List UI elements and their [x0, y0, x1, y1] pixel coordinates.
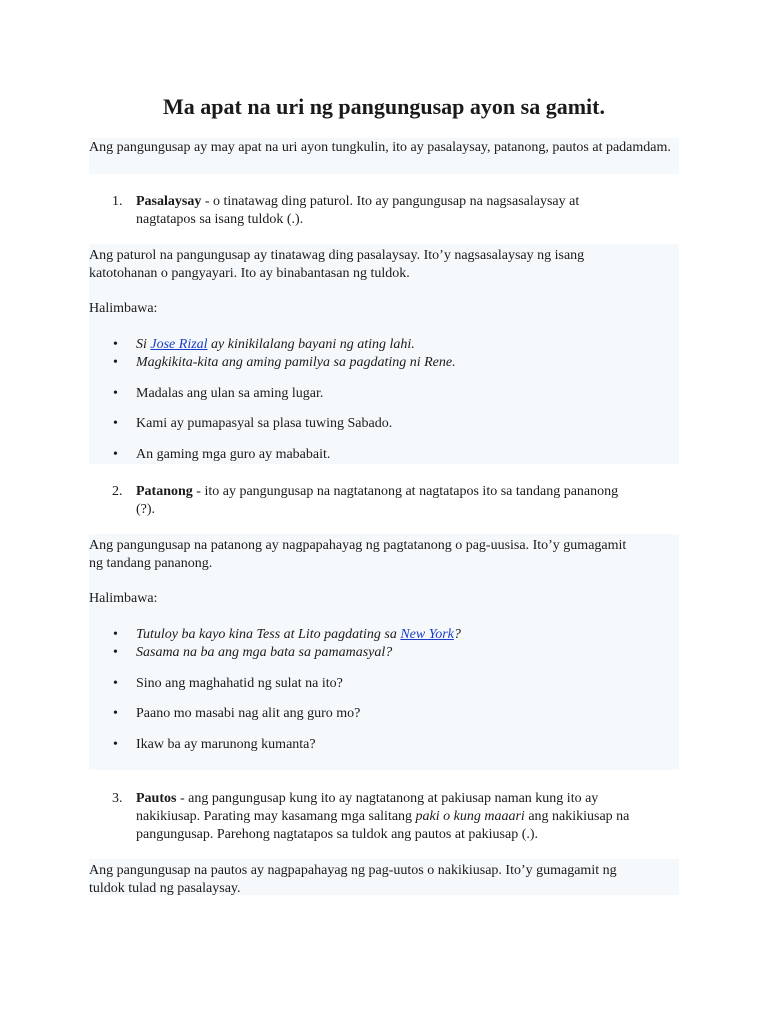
item-2-number: 2.	[112, 484, 123, 499]
example-2-5: Ikaw ba ay marunong kumanta?	[136, 737, 316, 752]
bullet: •	[113, 676, 118, 691]
example-label-2: Halimbawa:	[89, 591, 158, 606]
item-3-number: 3.	[112, 791, 123, 806]
example-2-1-pre: Tutuloy ba kayo kina Tess at Lito pagdating sa	[136, 627, 401, 642]
item-3-line-2-pre: nakikiusap. Parating may kasamang mga salitang	[136, 809, 416, 824]
example-1-1-pre: Si	[136, 337, 151, 352]
example-1-2	[136, 354, 676, 372]
intro-paragraph: Ang pangungusap ay may apat na uri ayon tungkulin, ito ay pasalaysay, patanong, pautos at padamdam.	[89, 140, 671, 155]
item-2-desc-line-2: ng tandang pananong.	[89, 556, 213, 571]
bullet: •	[113, 737, 118, 752]
example-1-1-post: ay kinikilalang bayani ng ating lahi.	[207, 337, 415, 352]
bullet: •	[113, 337, 118, 352]
item-3-line-2-em: paki o kung maaari	[415, 809, 525, 824]
item-1-line-2: nagtatapos sa isang tuldok (.).	[136, 212, 304, 227]
example-1-2-text: Magkikita-kita ang aming pamilya sa pagdating ni Rene.	[136, 355, 456, 370]
item-1-desc-line-1: Ang paturol na pangungusap ay tinatawag ding pasalaysay. Ito’y nagsasalaysay ng isang	[89, 248, 585, 263]
example-1-3: Madalas ang ulan sa aming lugar.	[136, 386, 324, 401]
bullet: •	[113, 627, 118, 642]
item-2-desc-line-1: Ang pangungusap na patanong ay nagpapahayag ng pagtatanong o pag-uusisa. Ito’y gumagamit	[89, 538, 627, 553]
item-1-term: Pasalaysay	[136, 194, 202, 209]
bullet: •	[113, 645, 118, 660]
example-2-4: Paano mo masabi nag alit ang guro mo?	[136, 706, 361, 721]
bullet: •	[113, 386, 118, 401]
item-2-line-1: - ito ay pangungusap na nagtatanong at nagtatapos ito sa tandang pananong	[192, 484, 619, 499]
bullet: •	[113, 416, 118, 431]
item-3-term: Pautos	[136, 791, 177, 806]
item-3-line-3: pangungusap. Parehong nagtatapos sa tuldok ang pautos at pakiusap (.).	[136, 827, 539, 842]
example-2-2	[136, 644, 676, 662]
item-2-text	[136, 483, 676, 501]
example-label-1: Halimbawa:	[89, 301, 158, 316]
item-1-text	[136, 193, 676, 211]
example-1-5: An gaming mga guro ay mababait.	[136, 447, 331, 462]
jose-rizal-link[interactable]: Jose Rizal	[150, 337, 208, 352]
example-2-2-text: Sasama na ba ang mga bata sa pamamasyal?	[136, 645, 393, 660]
item-3-desc-line-1: Ang pangungusap na pautos ay nagpapahayag ng pag-uutos o nakikiusap. Ito’y gumagamit ng	[89, 863, 617, 878]
example-2-1	[136, 626, 676, 644]
item-2-term: Patanong	[136, 484, 193, 499]
item-3-line-2	[136, 808, 676, 826]
item-1-desc-line-2: katotohanan o pangyayari. Ito ay binabantasan ng tuldok.	[89, 266, 410, 281]
item-2-line-2: (?).	[136, 502, 156, 517]
example-1-1	[136, 336, 676, 354]
item-1-line-1: - o tinatawag ding paturol. Ito ay pangungusap na nagsasalaysay at	[201, 194, 580, 209]
item-3-line-1: - ang pangungusap kung ito ay nagtatanong at pakiusap naman kung ito ay	[176, 791, 599, 806]
example-2-1-post: ?	[453, 627, 461, 642]
example-1-4: Kami ay pumapasyal sa plasa tuwing Sabado.	[136, 416, 393, 431]
example-2-3: Sino ang maghahatid ng sulat na ito?	[136, 676, 343, 691]
bullet: •	[113, 706, 118, 721]
item-3-text	[136, 790, 676, 808]
item-1-number: 1.	[112, 194, 123, 209]
page-title: Ma apat na uri ng pangungusap ayon sa gamit.	[163, 94, 605, 119]
new-york-link[interactable]: New York	[400, 627, 454, 642]
bullet: •	[113, 355, 118, 370]
item-3-line-2-post: ang nakikiusap na	[524, 809, 630, 824]
bullet: •	[113, 447, 118, 462]
item-3-desc-line-2: tuldok tulad ng pasalaysay.	[89, 881, 241, 896]
